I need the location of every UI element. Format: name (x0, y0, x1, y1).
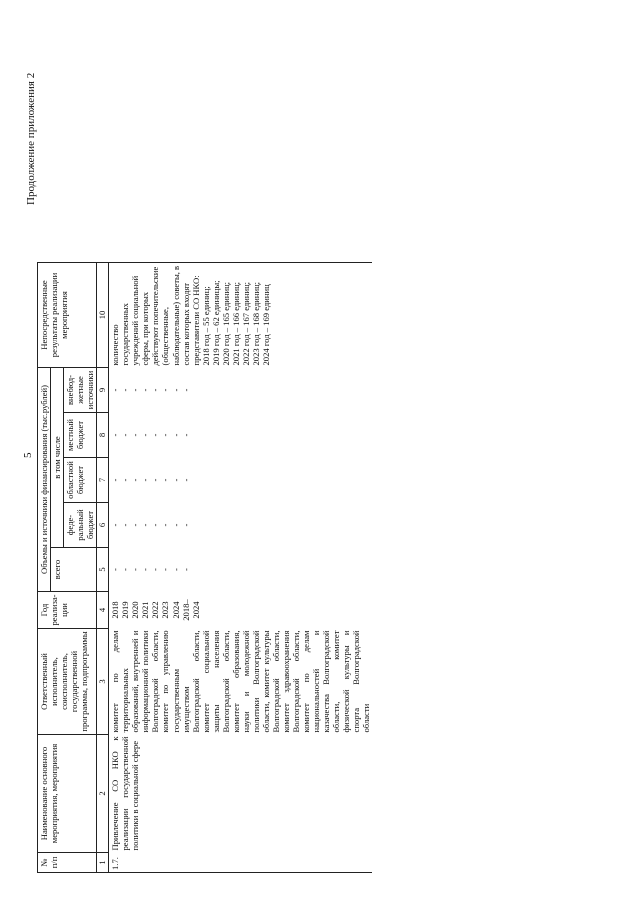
column-number: 9 (97, 368, 109, 413)
header-num: № п/п (38, 853, 97, 873)
regional-values: - - - - - - - - (110, 478, 191, 482)
column-number: 8 (97, 413, 109, 458)
column-number-row (97, 263, 109, 873)
header-extrabudget: внебюд-жетные источники (64, 368, 97, 413)
column-number: 1 (97, 853, 109, 873)
direct-results: количество государственных учреждений социальной сферы, при которых действуют попечительские (общественные, наблюдательные) советы, в состав которых входят представители СО НКО: 2018 год – 55 единиц; 2019 год – 62 единицы; 2020 год – 165 единиц; 2021 год – 166 единиц; 2022 год – 167 единиц; 2023 год – 168 единиц; 2024 год – 169 единиц (109, 263, 373, 368)
header-total: всего (51, 548, 97, 592)
header-in-total: в том числе (51, 368, 64, 548)
header-regional: областной бюджет (64, 458, 97, 503)
program-table (37, 262, 372, 873)
extrabudget-values: - - - - - - - - (110, 388, 191, 392)
header-results: Непосредственные результаты реализации мероприятия (38, 263, 97, 368)
appendix-title: Продолжение приложения 2 (25, 72, 37, 205)
federal-values: - - - - - - - - (110, 523, 191, 527)
measure-name: Привлечение СО НКО к реализации государственной политики в социальной сфере (110, 736, 141, 851)
header-financing-group: Объемы и источники финансирования (тыс.рублей) (38, 368, 51, 592)
header-year: Год реализа-ции (38, 592, 97, 629)
row-number: 1.7. (109, 853, 373, 873)
implementation-years: 2018 2019 2020 2021 2022 2023 2024 2018–2024 (110, 599, 201, 621)
header-local: местный бюджет (64, 413, 97, 458)
column-number: 5 (97, 548, 109, 592)
total-values: - - - - - - - - (110, 568, 191, 571)
header-executor: Ответственный исполнитель, соисполнитель, государственной программы, подпрограммы (38, 629, 97, 735)
header-name: Наименование основного мероприятия, мероприятия (38, 735, 97, 853)
column-number: 10 (97, 263, 109, 368)
local-values: - - - - - - - - (110, 433, 191, 437)
responsible-executor: комитет по делам территориальных образований, внутренней и информационной политики Волгоградской области, комитет по управлению государственным имуществом Волгоградской области, комитет социальной защиты населения Волгоградской области, комитет образования, науки и молодежной политики Волгоградской области, комитет культуры Волгоградской области, комитет здравоохранения Волгоградской области, комитет по делам национальностей и казачества Волгоградской области, комитет физической культуры и спорта Волгоградской области (110, 630, 372, 733)
column-number: 7 (97, 458, 109, 503)
column-number: 6 (97, 503, 109, 548)
column-number: 4 (97, 592, 109, 629)
table-row (109, 263, 373, 873)
column-number: 2 (97, 735, 109, 853)
page-number: 5 (22, 452, 34, 458)
header-federal: феде-ральный бюджет (64, 503, 97, 548)
column-number: 3 (97, 629, 109, 735)
